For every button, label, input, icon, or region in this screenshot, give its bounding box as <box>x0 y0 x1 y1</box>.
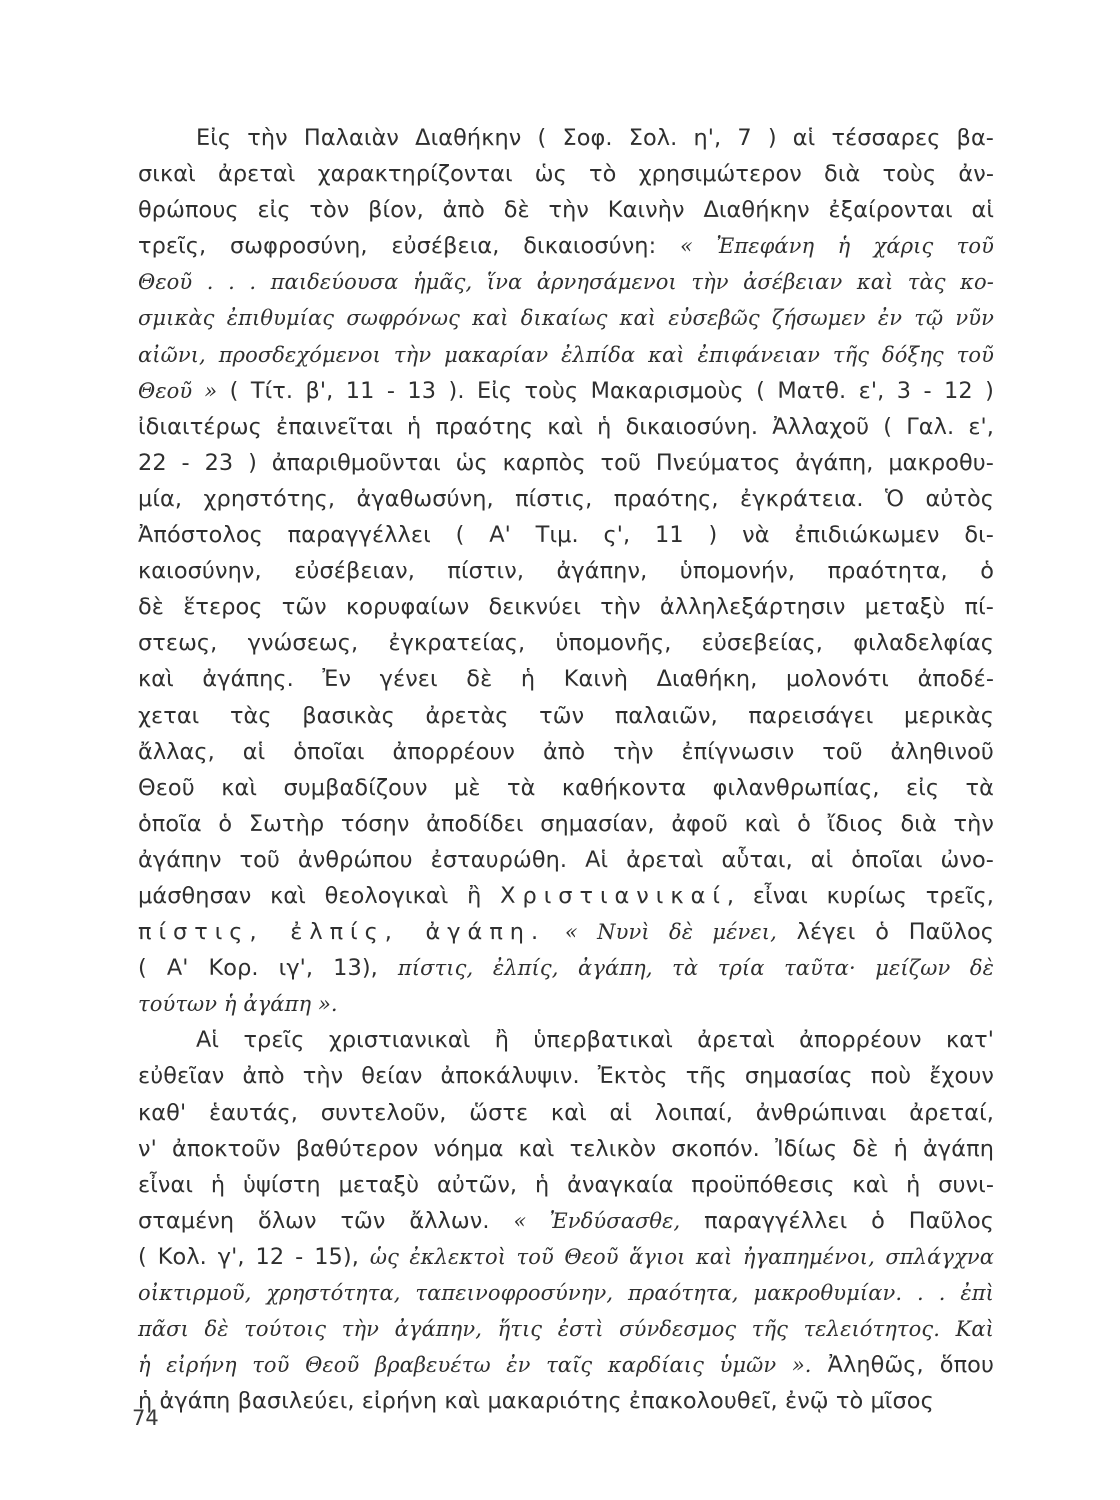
text-line <box>138 806 994 842</box>
text-segment <box>545 919 565 945</box>
text-line <box>138 770 994 806</box>
text-line <box>138 553 994 589</box>
text-line <box>138 842 994 878</box>
text-line <box>138 734 994 770</box>
text-segment: « Ἐνδύσασθε, <box>513 1208 681 1233</box>
text-line <box>138 264 994 300</box>
text-segment: ὁποῖα ὁ Σωτὴρ τόσην ἀποδίδει σημασίαν, ἀφοῦ καὶ ὁ ἴδιος διὰ τὴν <box>138 810 994 837</box>
text-segment: Θεοῦ » <box>138 378 218 403</box>
text-line <box>138 481 994 517</box>
text-segment: ἰδιαιτέρως ἐπαινεῖται ἡ πραότης καὶ ἡ δικαιοσύνη. Ἀλλαχοῦ ( Γαλ. ε', <box>138 413 994 440</box>
text-line <box>138 1275 994 1311</box>
text-segment: χεται τὰς βασικὰς ἀρετὰς τῶν παλαιῶν, παρεισάγει μερικὰς <box>138 702 994 729</box>
text-line <box>138 517 994 553</box>
text-segment: Ἀπόστολος παραγγέλλει ( Α' Τιμ. ς', 11 ) νὰ ἐπιδιώκωμεν δι- <box>138 522 994 549</box>
text-line <box>138 409 994 445</box>
text-segment: ν' ἀποκτοῦν βαθύτερον νόημα καὶ τελικὸν σκοπόν. Ἰδίως δὲ ἡ ἀγάπη <box>138 1135 994 1162</box>
text-segment: , εἶναι κυρίως τρεῖς, <box>726 882 994 909</box>
text-segment: μάσθησαν καὶ θεολογικαὶ ἢ <box>138 882 501 909</box>
text-line <box>138 1095 994 1131</box>
text-segment: τρεῖς, σωφροσύνη, εὐσέβεια, δικαιοσύνη: <box>138 233 681 260</box>
text-segment: παραγγέλλει ὁ Παῦλος <box>680 1207 994 1234</box>
text-segment: καιοσύνην, εὐσέβειαν, πίστιν, ἀγάπην, ὑπομονήν, πραότητα, ὁ <box>138 558 994 585</box>
text-line <box>138 661 994 697</box>
text-segment: Αἱ τρεῖς χριστιανικαὶ ἢ ὑπερβατικαὶ ἀρεταὶ ἀπορρέουν κατ' <box>196 1027 994 1054</box>
text-segment: πᾶσι δὲ τούτοις τὴν ἀγάπην, ἥτις ἐστὶ σύνδεσμος τῆς τελειότητος. Καὶ <box>138 1317 994 1342</box>
text-segment: ἡ ἀγάπη βασιλεύει, εἰρήνη καὶ μακαριότης ἐπακολουθεῖ, ἐνῷ τὸ μῖσος <box>138 1388 934 1415</box>
text-segment: εὐθεῖαν ἀπὸ τὴν θείαν ἀποκάλυψιν. Ἐκτὸς τῆς σημασίας ποὺ ἔχουν <box>138 1063 994 1090</box>
text-segment: πίστις, ἐλπίς, ἀγάπη, τὰ τρία ταῦτα· μείζων δὲ <box>397 956 994 981</box>
text-line <box>138 950 994 986</box>
body-text <box>138 120 994 1419</box>
text-line <box>138 156 994 192</box>
text-segment: τούτων ἡ ἀγάπη ». <box>138 992 338 1017</box>
text-segment: αἰῶνι, προσδεχόμενοι τὴν μακαρίαν ἐλπίδα καὶ ἐπιφάνειαν τῆς δόξης τοῦ <box>138 342 994 367</box>
text-segment: ( Τίτ. β', 11 - 13 ). Εἰς τοὺς Μακαρισμοὺς ( Ματθ. ε', 3 - 12 ) <box>217 377 994 404</box>
text-line <box>138 1167 994 1203</box>
text-segment: οἰκτιρμοῦ, χρηστότητα, ταπεινοφροσύνην, πραότητα, μακροθυμίαν. . . ἐπὶ <box>138 1281 994 1305</box>
text-line <box>138 1058 994 1094</box>
text-line <box>138 986 994 1022</box>
text-segment: ὡς ἐκλεκτοὶ τοῦ Θεοῦ ἅγιοι καὶ ἠγαπημένοι, σπλάγχνα <box>369 1244 994 1269</box>
text-line <box>138 373 994 409</box>
text-segment: Ἀληθῶς, ὅπου <box>811 1352 995 1379</box>
text-line <box>138 337 994 373</box>
text-line <box>138 300 994 336</box>
text-segment: σικαὶ ἀρεταὶ χαρακτηρίζονται ὡς τὸ χρησιμώτερον διὰ τοὺς ἀν- <box>138 161 994 188</box>
text-segment: σμικὰς ἐπιθυμίας σωφρόνως καὶ δικαίως καὶ εὐσεβῶς ζήσωμεν ἐν τῷ νῦν <box>138 306 994 331</box>
text-segment: ἡ εἰρήνη τοῦ Θεοῦ βραβευέτω ἐν ταῖς καρδίαις ὑμῶν ». <box>138 1353 812 1378</box>
text-segment: πίστις, ἐλπίς, ἀγάπη. <box>138 919 546 946</box>
text-line <box>138 192 994 228</box>
text-line <box>138 1239 994 1275</box>
text-line <box>138 1203 994 1239</box>
text-segment: σταμένη ὅλων τῶν ἄλλων. <box>138 1207 514 1234</box>
text-segment: καθ' ἑαυτάς, συντελοῦν, ὥστε καὶ αἱ λοιπαί, ἀνθρώπιναι ἀρεταί, <box>138 1099 994 1126</box>
text-segment: θρώπους εἰς τὸν βίον, ἀπὸ δὲ τὴν Καινὴν Διαθήκην ἐξαίρονται αἱ <box>138 197 994 224</box>
text-segment: εἶναι ἡ ὑψίστη μεταξὺ αὐτῶν, ἡ ἀναγκαία προϋπόθεσις καὶ ἡ συνι- <box>138 1171 994 1198</box>
text-line <box>138 1311 994 1347</box>
text-line <box>138 698 994 734</box>
text-segment: ἀγάπην τοῦ ἀνθρώπου ἐσταυρώθη. Αἱ ἀρεταὶ αὗται, αἱ ὁποῖαι ὠνο- <box>138 846 994 873</box>
text-segment: ( Κολ. γ', 12 - 15), <box>138 1243 370 1270</box>
text-line <box>138 1347 994 1383</box>
text-line <box>138 120 994 156</box>
page-number: 74 <box>132 1406 159 1430</box>
text-segment: καὶ ἀγάπης. Ἐν γένει δὲ ἡ Καινὴ Διαθήκη, μολονότι ἀποδέ- <box>138 666 994 693</box>
text-line <box>138 228 994 264</box>
text-line <box>138 1022 994 1058</box>
text-line <box>138 589 994 625</box>
text-segment: στεως, γνώσεως, ἐγκρατείας, ὑπομονῆς, εὐσεβείας, φιλαδελφίας <box>138 630 994 657</box>
text-segment: « Νυνὶ δὲ μένει, <box>564 920 777 945</box>
text-segment: μία, χρηστότης, ἀγαθωσύνη, πίστις, πραότης, ἐγκράτεια. Ὁ αὐτὸς <box>138 485 994 512</box>
text-segment: 22 - 23 ) ἀπαριθμοῦνται ὡς καρπὸς τοῦ Πνεύματος ἀγάπη, μακροθυ- <box>138 449 994 476</box>
text-segment: λέγει ὁ Παῦλος <box>776 919 994 946</box>
text-segment: ( Α' Κορ. ιγ', 13), <box>138 955 398 982</box>
text-line <box>138 625 994 661</box>
text-line <box>138 445 994 481</box>
text-segment: Χριστιανικαί <box>500 882 727 909</box>
text-segment: δὲ ἕτερος τῶν κορυφαίων δεικνύει τὴν ἀλληλεξάρτησιν μεταξὺ πί- <box>138 594 994 621</box>
text-segment: Εἰς τὴν Παλαιὰν Διαθήκην ( Σοφ. Σολ. η', 7 ) αἱ τέσσαρες βα- <box>196 125 994 151</box>
text-line <box>138 1383 994 1419</box>
text-line <box>138 878 994 914</box>
text-segment: « Ἐπεφάνη ἡ χάρις τοῦ <box>680 234 994 259</box>
text-segment: ἄλλας, αἱ ὁποῖαι ἀπορρέουν ἀπὸ τὴν ἐπίγνωσιν τοῦ ἀληθινοῦ <box>138 738 994 765</box>
text-segment: Θεοῦ . . . παιδεύουσα ἡμᾶς, ἵνα ἀρνησάμενοι τὴν ἀσέβειαν καὶ τὰς κο- <box>138 270 994 295</box>
text-line <box>138 914 994 950</box>
text-line <box>138 1131 994 1167</box>
text-segment: Θεοῦ καὶ συμβαδίζουν μὲ τὰ καθήκοντα φιλανθρωπίας, εἰς τὰ <box>138 774 994 801</box>
